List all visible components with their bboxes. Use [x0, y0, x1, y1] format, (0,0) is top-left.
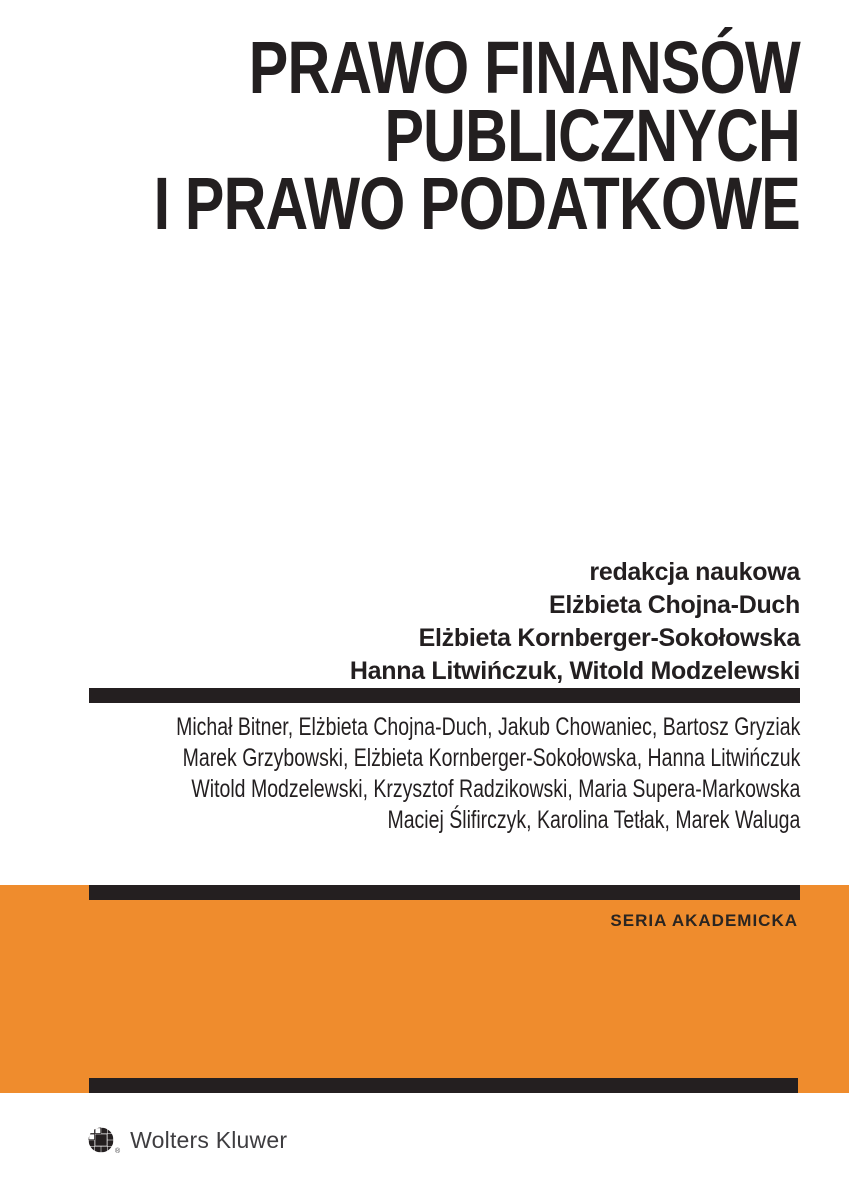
authors-line: Witold Modzelewski, Krzysztof Radzikowski, Maria Supera-Markowska [190, 775, 800, 803]
title-line: PRAWO FINANSÓW [248, 26, 800, 109]
divider-bar [89, 688, 800, 703]
title-line: PUBLICZNYCH [384, 94, 800, 177]
book-title [153, 26, 800, 245]
editor-name: Elżbieta Kornberger-Sokołowska [418, 624, 800, 652]
registered-mark: ® [115, 1148, 121, 1155]
editor-name: Hanna Litwińczuk, Witold Modzelewski [349, 657, 800, 685]
authors-line: Maciej Ślifirczyk, Karolina Tetłak, Marek Waluga [387, 806, 800, 834]
publisher-name: Wolters Kluwer [130, 1126, 288, 1153]
series-band-bottom-bar [89, 1078, 798, 1093]
publisher-logo [88, 1124, 287, 1156]
editor-name: Elżbieta Chojna-Duch [549, 591, 800, 619]
series-band-top-bar [89, 885, 800, 900]
series-label: SERIA AKADEMICKA [610, 911, 798, 930]
authors-line: Michał Bitner, Elżbieta Chojna-Duch, Jakub Chowaniec, Bartosz Gryziak [175, 713, 800, 741]
authors-block [176, 712, 800, 836]
wolters-kluwer-emblem-icon [88, 1127, 114, 1153]
authors-line: Marek Grzybowski, Elżbieta Kornberger-Sokołowska, Hanna Litwińczuk [182, 744, 800, 772]
editors-heading: redakcja naukowa [589, 558, 800, 586]
title-line: I PRAWO PODATKOWE [153, 162, 800, 245]
editors-block [350, 556, 800, 688]
